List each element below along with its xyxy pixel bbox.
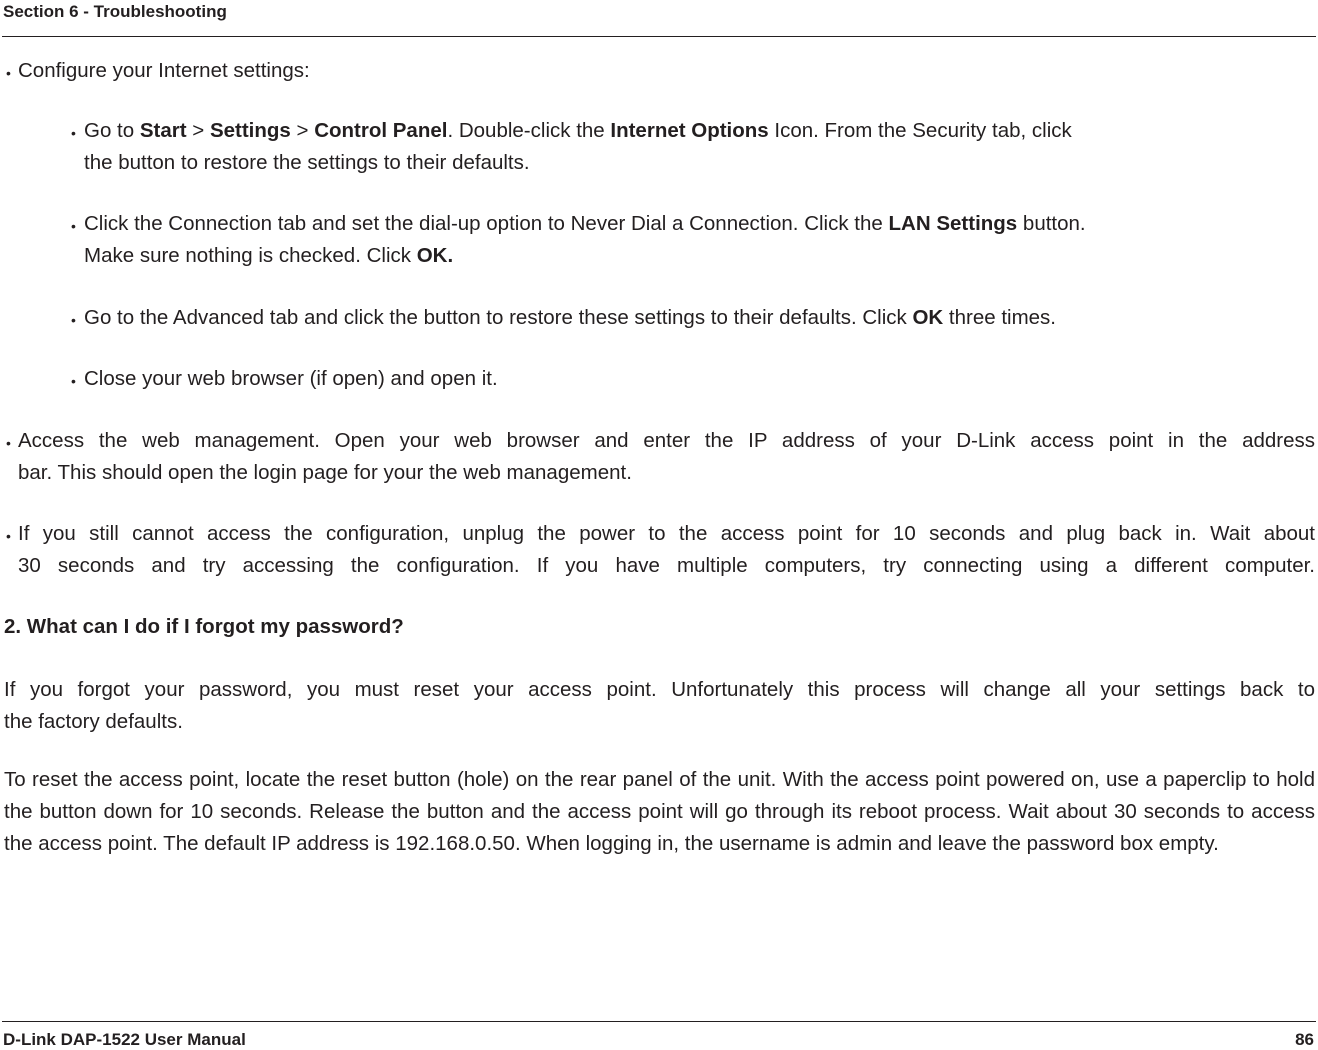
bullet: • bbox=[6, 65, 11, 81]
reset-paragraph bbox=[4, 764, 1315, 860]
forgot-line1: If you forgot your password, you must reset your access point. Unfortunately this process will change all your settings back to bbox=[4, 678, 1315, 701]
page-number: 86 bbox=[1295, 1030, 1314, 1049]
bullet: • bbox=[6, 435, 11, 451]
configure-heading: Configure your Internet settings: bbox=[18, 59, 310, 82]
step2-line2 bbox=[84, 244, 453, 268]
control-panel-label: Control Panel bbox=[314, 119, 448, 142]
bullet: • bbox=[71, 125, 76, 141]
start-menu-label: Start bbox=[139, 119, 187, 142]
step1-sep2: > bbox=[290, 119, 315, 142]
step2-post: button. bbox=[1017, 212, 1086, 235]
still-paragraph bbox=[18, 518, 1315, 581]
bullet: • bbox=[71, 218, 76, 234]
step2-pre: Click the Connection tab and set the dial-up option to Never Dial a Connection. Click the bbox=[84, 212, 889, 235]
step2-line1 bbox=[84, 212, 1086, 236]
question-heading: 2. What can I do if I forgot my password? bbox=[4, 615, 404, 638]
internet-options-label: Internet Options bbox=[610, 119, 769, 142]
manual-title: D-Link DAP-1522 User Manual bbox=[3, 1030, 246, 1049]
step1-sep1: > bbox=[186, 119, 210, 142]
bullet: • bbox=[6, 528, 11, 544]
still-line1: If you still cannot access the configuration, unplug the power to the access point for 10 seconds and plug back in. Wait about bbox=[18, 522, 1315, 545]
step1-post: Icon. From the Security tab, click bbox=[768, 119, 1072, 142]
forgot-line2: the factory defaults. bbox=[4, 709, 183, 733]
bullet: • bbox=[71, 312, 76, 328]
step3-line bbox=[84, 306, 1056, 330]
access-line1: Access the web management. Open your web browser and enter the IP address of your D-Link access point in the address bbox=[18, 429, 1315, 452]
step1-line2: the button to restore the settings to their defaults. bbox=[84, 151, 530, 174]
page-footer bbox=[2, 1021, 1316, 1049]
step1-pre: Go to bbox=[84, 119, 140, 142]
bullet: • bbox=[71, 373, 76, 389]
still-line2: 30 seconds and try accessing the configuration. If you have multiple computers, try connecting using a different computer. bbox=[18, 553, 1315, 577]
step3-post: three times. bbox=[943, 306, 1056, 329]
ok-label: OK. bbox=[416, 244, 454, 267]
access-paragraph bbox=[18, 425, 1315, 488]
reset-text: To reset the access point, locate the reset button (hole) on the rear panel of the unit. With the access point powered on, use a paperclip to hold the button down for 10 seconds. Release the button and the access point will go through its reboot process. Wait about 30 seconds to access the access point. The default IP address is 192.168.0.50. When logging in, the username is admin and leave the password box empty. bbox=[4, 768, 1315, 855]
step3-pre: Go to the Advanced tab and click the button to restore these settings to their defaults. Click bbox=[84, 306, 913, 329]
ok-label: OK bbox=[912, 306, 944, 329]
forgot-paragraph bbox=[4, 674, 1315, 737]
lan-settings-label: LAN Settings bbox=[888, 212, 1018, 235]
step1-line1 bbox=[84, 119, 1072, 143]
step4-line: Close your web browser (if open) and open it. bbox=[84, 367, 498, 390]
step2-line2-pre: Make sure nothing is checked. Click bbox=[84, 244, 417, 267]
section-title: Section 6 - Troubleshooting bbox=[3, 2, 227, 21]
page-header bbox=[2, 0, 1316, 37]
access-line2: bar. This should open the login page for your the web management. bbox=[18, 460, 632, 484]
settings-menu-label: Settings bbox=[209, 119, 291, 142]
step1-mid: . Double-click the bbox=[447, 119, 611, 142]
